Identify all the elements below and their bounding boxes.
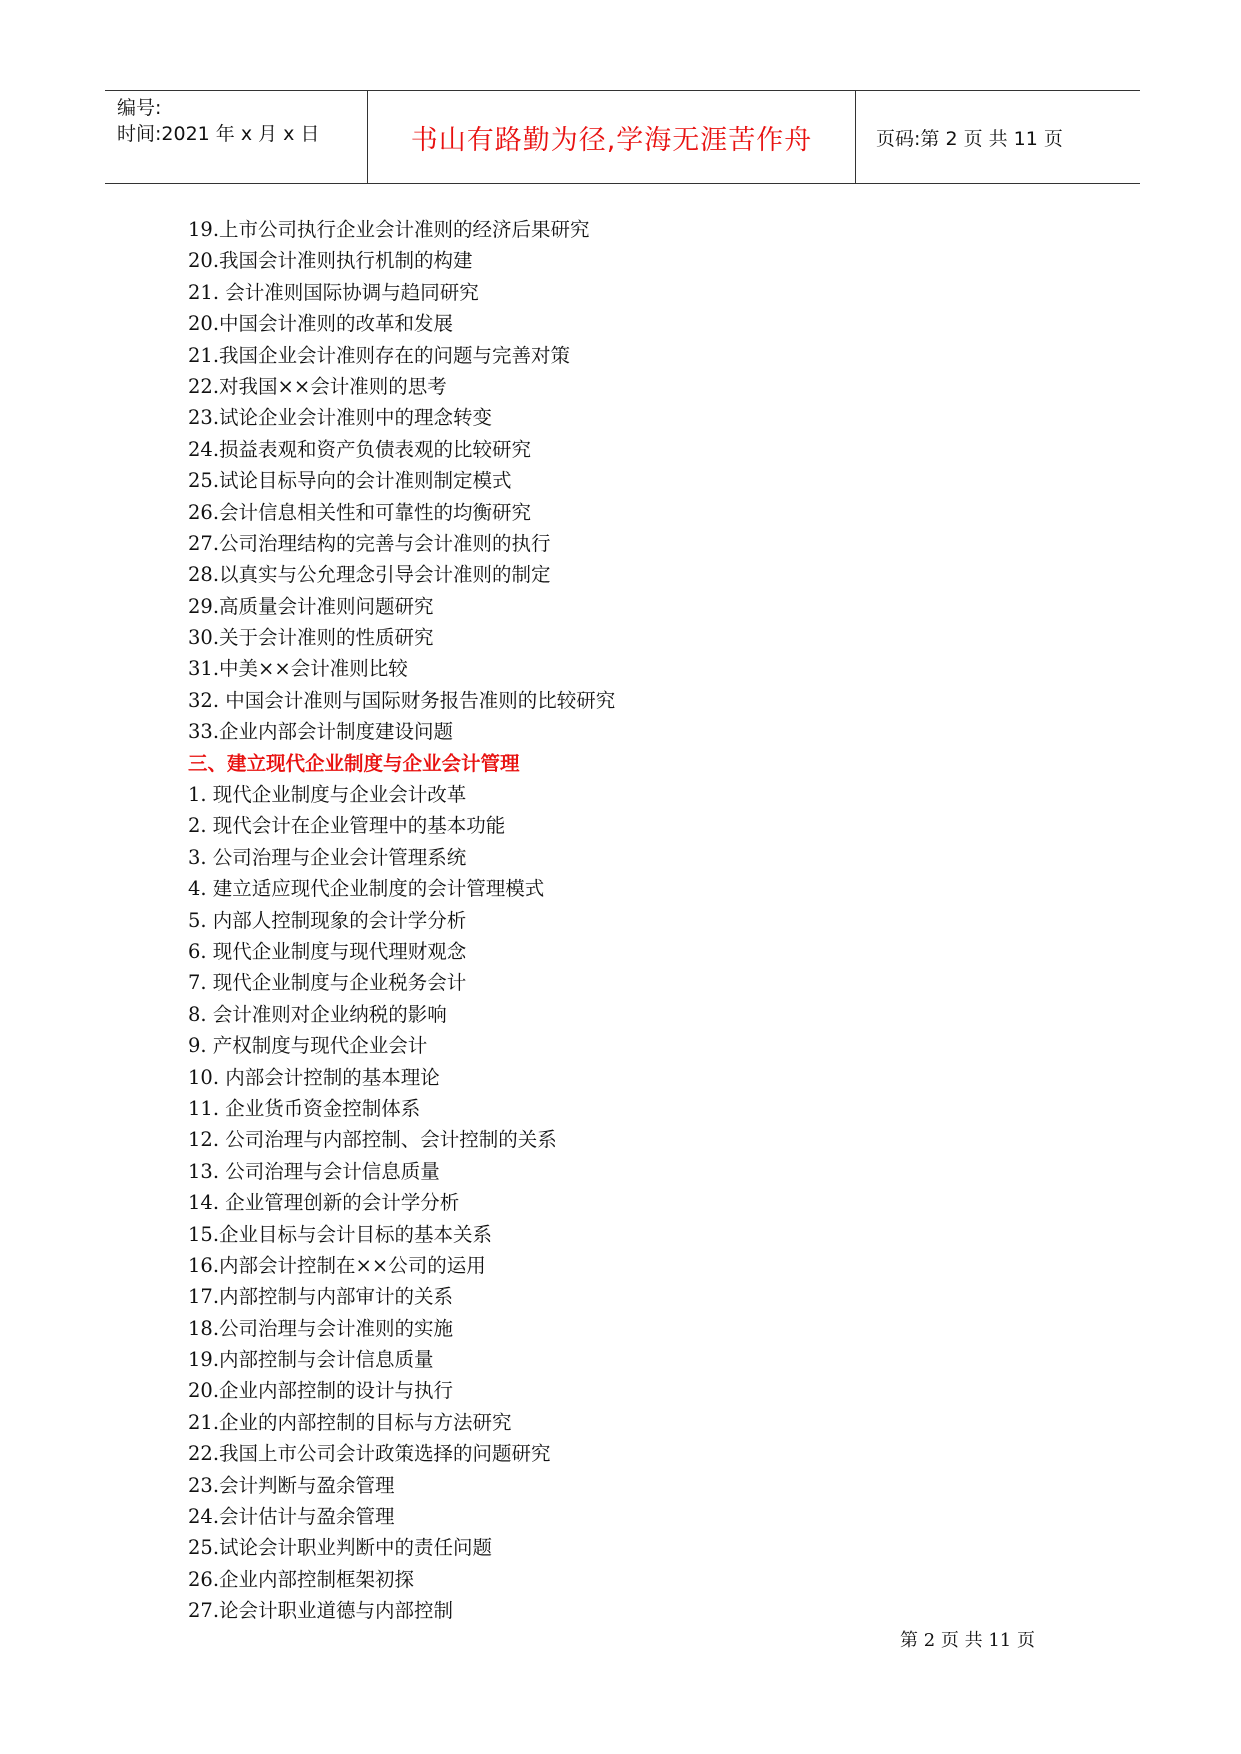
list-item: 13. 公司治理与会计信息质量 bbox=[188, 1159, 440, 1183]
list-item: 9. 产权制度与现代企业会计 bbox=[188, 1034, 428, 1058]
document-number-label: 编号: bbox=[117, 97, 162, 119]
list-item: 12. 公司治理与内部控制、会计控制的关系 bbox=[188, 1128, 557, 1152]
list-item: 26.会计信息相关性和可靠性的均衡研究 bbox=[188, 500, 532, 524]
list-item: 6. 现代企业制度与现代理财观念 bbox=[188, 939, 467, 963]
list-item: 28.以真实与公允理念引导会计准则的制定 bbox=[188, 563, 551, 587]
list-item: 1. 现代企业制度与企业会计改革 bbox=[188, 783, 467, 807]
list-item: 32. 中国会计准则与国际财务报告准则的比较研究 bbox=[188, 688, 616, 712]
list-item: 19.上市公司执行企业会计准则的经济后果研究 bbox=[188, 218, 590, 241]
list-item: 20.我国会计准则执行机制的构建 bbox=[188, 249, 473, 273]
list-item: 20.企业内部控制的设计与执行 bbox=[188, 1379, 454, 1403]
list-item: 23.试论企业会计准则中的理念转变 bbox=[188, 406, 493, 430]
list-item: 3. 公司治理与企业会计管理系统 bbox=[188, 845, 467, 869]
list-item: 19.内部控制与会计信息质量 bbox=[188, 1348, 434, 1372]
header-page-cell bbox=[856, 91, 1140, 183]
list-item: 27.公司治理结构的完善与会计准则的执行 bbox=[188, 531, 551, 555]
list-item: 30.关于会计准则的性质研究 bbox=[188, 626, 434, 650]
list-item: 7. 现代企业制度与企业税务会计 bbox=[188, 971, 467, 995]
page-footer: 第 2 页 共 11 页 bbox=[900, 1630, 1035, 1651]
document-header bbox=[105, 90, 1140, 184]
section-heading: 三、建立现代企业制度与企业会计管理 bbox=[188, 751, 520, 775]
list-item: 4. 建立适应现代企业制度的会计管理模式 bbox=[188, 877, 545, 901]
list-item: 16.内部会计控制在××公司的运用 bbox=[188, 1253, 486, 1277]
list-item: 20.中国会计准则的改革和发展 bbox=[188, 312, 454, 336]
list-item: 21.企业的内部控制的目标与方法研究 bbox=[188, 1410, 512, 1434]
document-time-label: 时间:2021 年 x 月 x 日 bbox=[117, 123, 320, 145]
topic-list bbox=[188, 214, 1088, 1627]
list-item: 33.企业内部会计制度建设问题 bbox=[188, 720, 454, 744]
list-item: 24.损益表观和资产负债表观的比较研究 bbox=[188, 437, 532, 461]
list-item: 17.内部控制与内部审计的关系 bbox=[188, 1285, 454, 1309]
header-page-number: 页码:第 2 页 共 11 页 bbox=[876, 127, 1063, 150]
list-item: 31.中美××会计准则比较 bbox=[188, 657, 408, 681]
header-left-cell bbox=[105, 91, 368, 183]
list-item: 22.我国上市公司会计政策选择的问题研究 bbox=[188, 1442, 551, 1466]
list-item: 21. 会计准则国际协调与趋同研究 bbox=[188, 280, 479, 304]
list-item: 25.试论目标导向的会计准则制定模式 bbox=[188, 469, 512, 493]
list-item: 26.企业内部控制框架初探 bbox=[188, 1567, 415, 1591]
list-item: 8. 会计准则对企业纳税的影响 bbox=[188, 1002, 447, 1026]
list-item: 25.试论会计职业判断中的责任问题 bbox=[188, 1536, 493, 1560]
list-item: 22.对我国××会计准则的思考 bbox=[188, 374, 447, 398]
list-item: 2. 现代会计在企业管理中的基本功能 bbox=[188, 814, 506, 838]
list-item: 18.公司治理与会计准则的实施 bbox=[188, 1316, 454, 1340]
list-item: 21.我国企业会计准则存在的问题与完善对策 bbox=[188, 343, 571, 367]
list-item: 11. 企业货币资金控制体系 bbox=[188, 1096, 421, 1120]
list-item: 14. 企业管理创新的会计学分析 bbox=[188, 1191, 460, 1215]
list-item: 15.企业目标与会计目标的基本关系 bbox=[188, 1222, 493, 1246]
header-motto: 书山有路勤为径,学海无涯苦作舟 bbox=[410, 124, 813, 156]
list-item: 24.会计估计与盈余管理 bbox=[188, 1505, 395, 1529]
header-motto-cell bbox=[368, 91, 856, 183]
list-item: 29.高质量会计准则问题研究 bbox=[188, 594, 434, 618]
list-item: 5. 内部人控制现象的会计学分析 bbox=[188, 908, 467, 932]
list-item: 10. 内部会计控制的基本理论 bbox=[188, 1065, 440, 1089]
list-item: 27.论会计职业道德与内部控制 bbox=[188, 1599, 454, 1623]
list-item: 23.会计判断与盈余管理 bbox=[188, 1473, 395, 1497]
